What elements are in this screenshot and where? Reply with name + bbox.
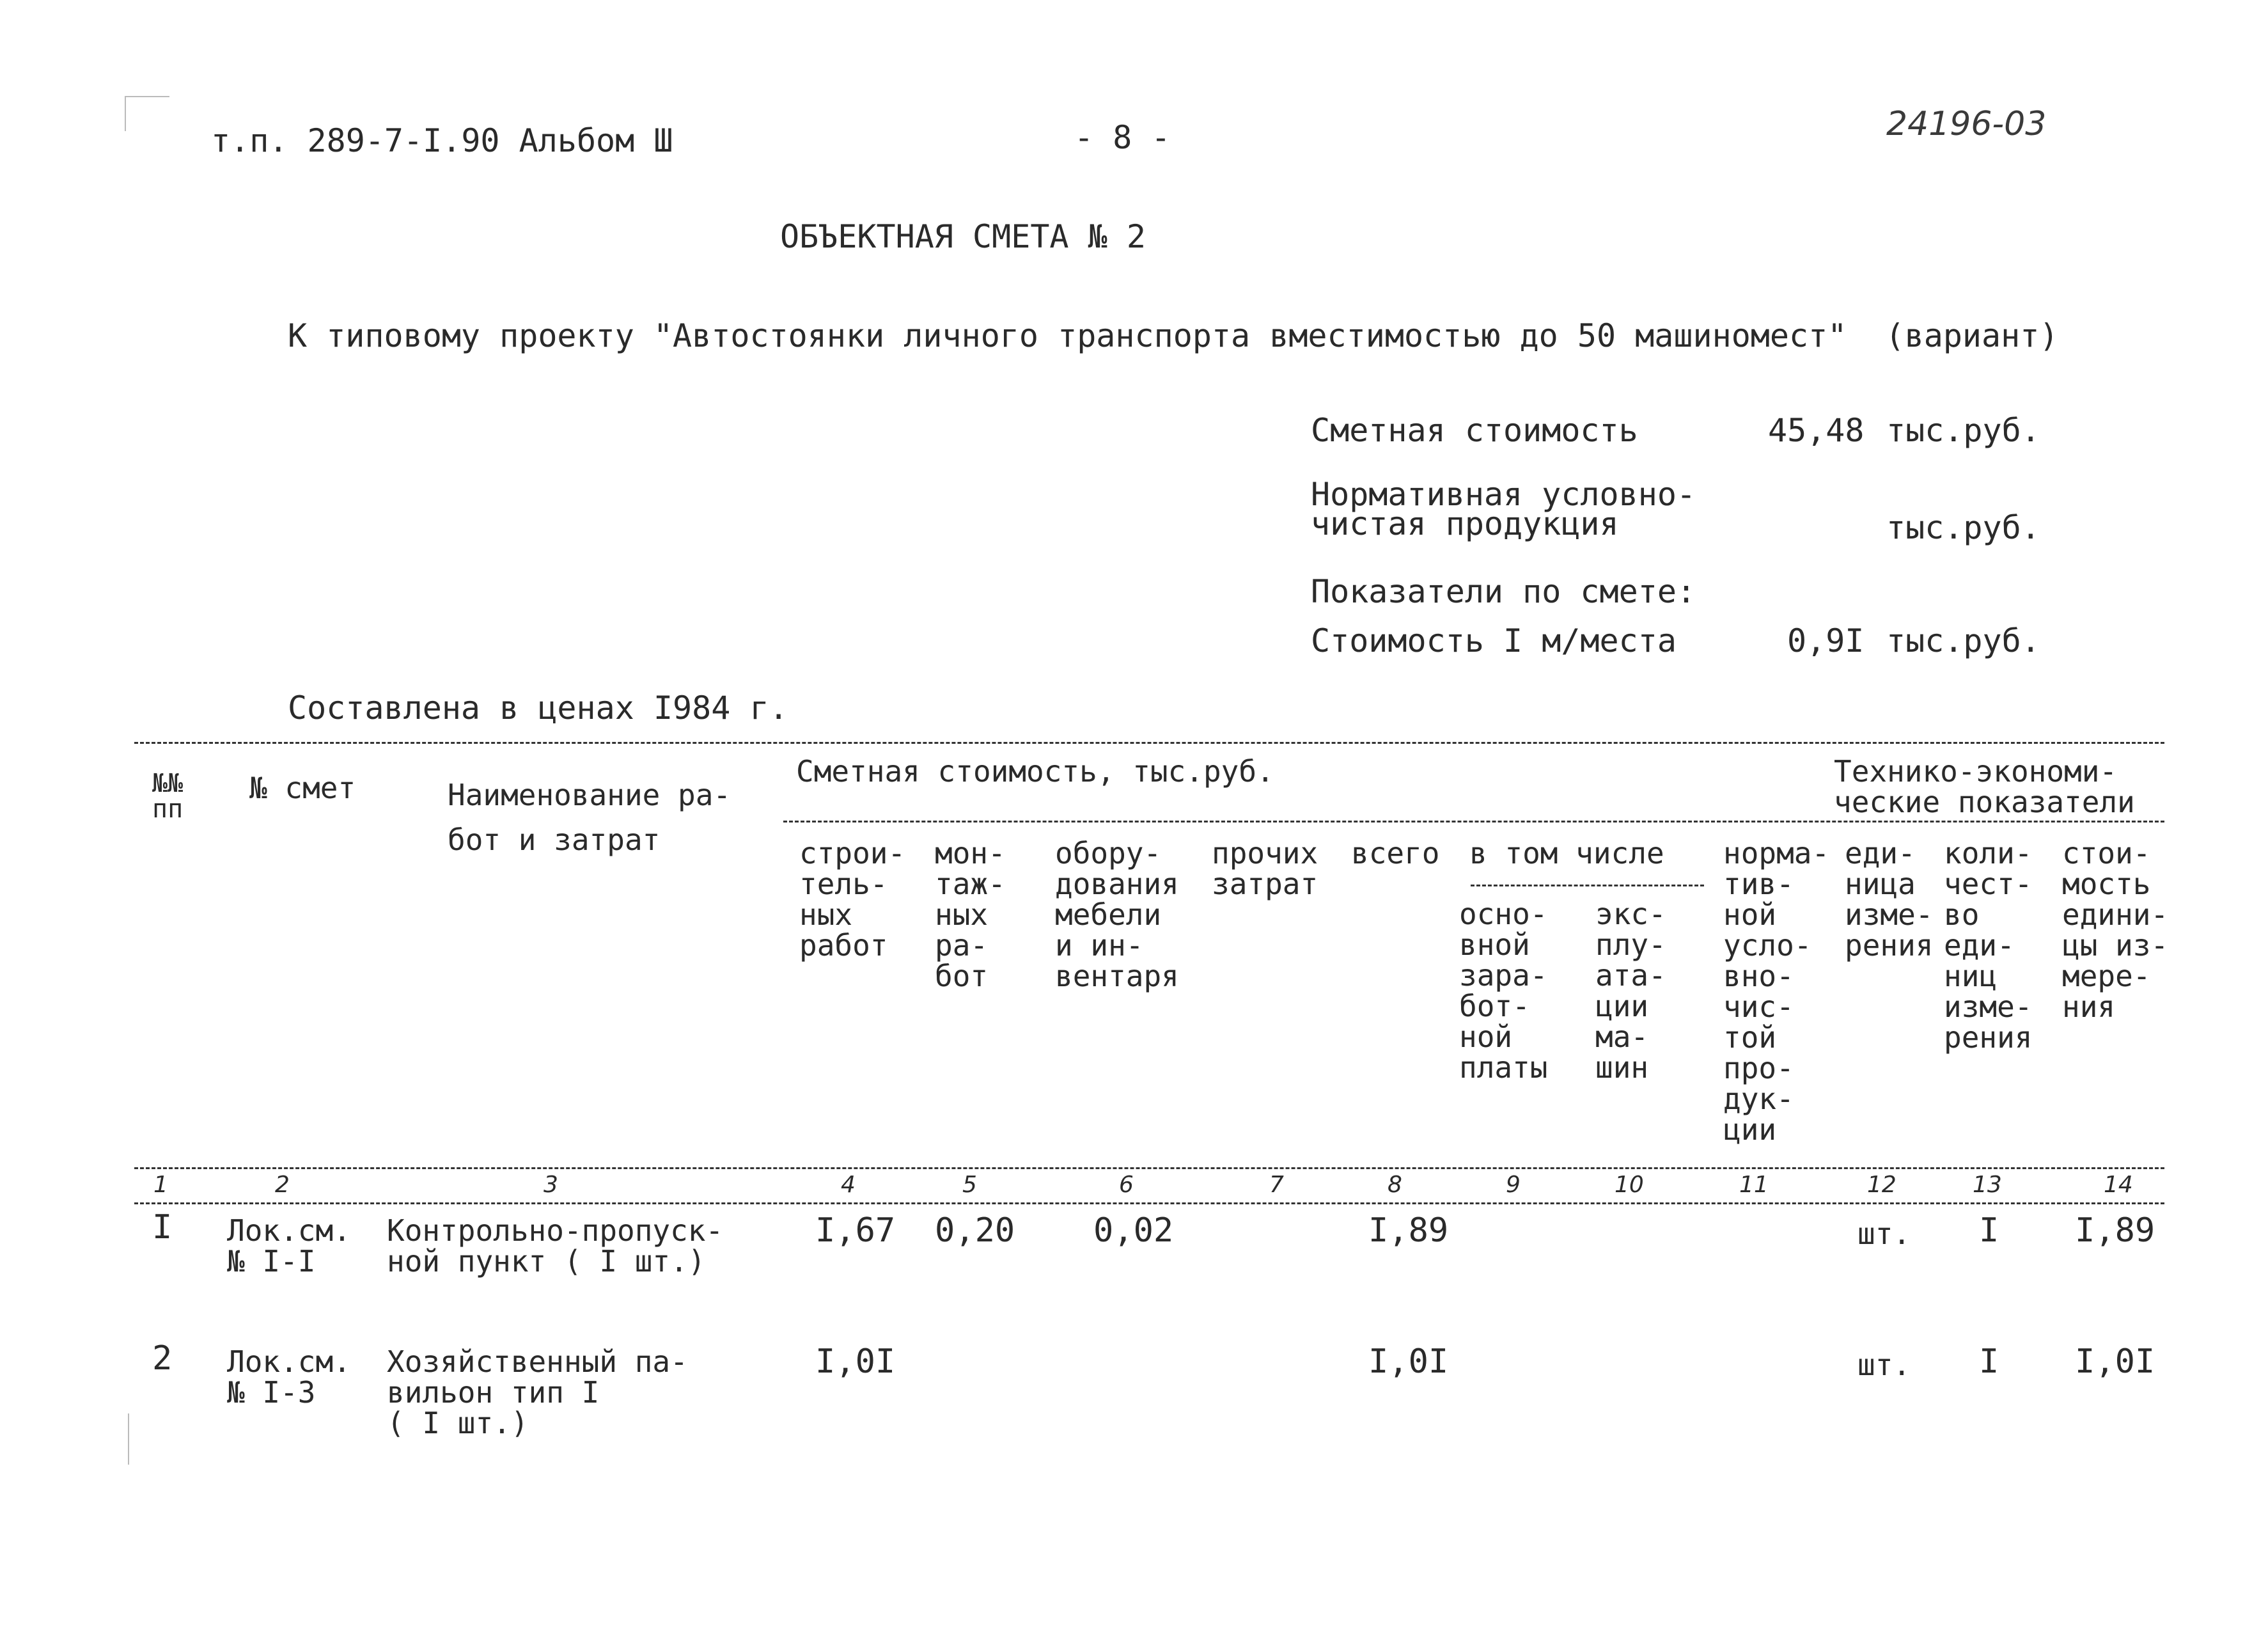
header-total: всего	[1351, 836, 1440, 870]
column-number: 14	[2104, 1172, 2133, 1198]
header-smeta-no: № смет	[249, 771, 356, 805]
row-2-quantity: I	[1979, 1342, 1999, 1381]
row-1-equipment: 0,02	[1093, 1211, 1174, 1250]
document-title: ОБЪЕКТНАЯ СМЕТА № 2	[780, 218, 1146, 255]
column-number: 8	[1388, 1172, 1402, 1198]
header-other: прочих затрат	[1212, 836, 1318, 901]
row-2-smeta: Лок.см. № I-3	[227, 1344, 351, 1410]
row-2-total: I,0I	[1368, 1342, 1449, 1381]
header-normative: норма- тив- ной усло- вно- чис- той про- дук- ции	[1723, 836, 1830, 1147]
row-2-construction: I,0I	[815, 1342, 896, 1381]
column-number: 3	[544, 1172, 558, 1198]
header-bottom-rule	[134, 1167, 2164, 1169]
header-cost-group: Сметная стоимость, тыс.руб.	[796, 754, 1274, 789]
normative-label: Нормативная условно- чистая продукция	[1311, 476, 1696, 542]
row-1-unit: шт.	[1857, 1216, 1911, 1251]
header-wages: осно- вной зара- бот- ной платы	[1459, 897, 1548, 1085]
column-number: 4	[841, 1172, 856, 1198]
column-number: 13	[1973, 1172, 2002, 1198]
column-number: 1	[153, 1172, 168, 1198]
row-2-pp: 2	[152, 1339, 173, 1378]
row-1-name: Контрольно-пропуск- ной пункт ( I шт.)	[387, 1213, 724, 1279]
row-1-pp: I	[152, 1208, 173, 1247]
corner-mark-top	[125, 96, 126, 131]
column-number: 7	[1269, 1172, 1284, 1198]
row-1-total: I,89	[1368, 1211, 1449, 1250]
row-2-name: Хозяйственный па- вильон тип I ( I шт.)	[387, 1344, 688, 1440]
column-number: 11	[1739, 1172, 1769, 1198]
cost-group-rule	[783, 821, 2164, 822]
per-place-value: 0,9I	[1787, 622, 1865, 659]
project-reference: т.п. 289-7-I.90 Альбом Ш	[211, 122, 673, 159]
row-1-construction: I,67	[815, 1211, 896, 1250]
header-equipment: обору- дования мебели и ин- вентаря	[1055, 836, 1179, 993]
column-number: 2	[275, 1172, 290, 1198]
header-unit-cost: стои- мость едини- цы из- мере- ния	[2062, 836, 2169, 1024]
corner-mark-top-h	[125, 96, 169, 97]
per-place-unit: тыс.руб.	[1886, 622, 2040, 659]
estimated-cost-unit: тыс.руб.	[1886, 412, 2040, 449]
header-installation: мон- таж- ных ра- бот	[935, 836, 1006, 993]
header-tech-group: Технико-экономи- ческие показатели	[1834, 754, 2135, 819]
header-machines: экс- плу- ата- ции ма- шин	[1595, 897, 1666, 1085]
prices-note: Составлена в ценах I984 г.	[288, 689, 788, 727]
row-1-smeta: Лок.см. № I-I	[227, 1213, 351, 1279]
corner-mark-bottom	[128, 1413, 129, 1465]
per-place-label: Стоимость I м/места	[1311, 622, 1677, 659]
header-name: Наименование ра- бот и затрат	[448, 778, 731, 857]
header-unit: еди- ница изме- рения	[1845, 836, 1934, 963]
row-1-quantity: I	[1979, 1211, 1999, 1250]
row-1-unit-cost: I,89	[2075, 1211, 2155, 1250]
header-construction: строи- тель- ных работ	[799, 836, 906, 963]
column-number: 5	[962, 1172, 977, 1198]
header-including: в том числе	[1469, 836, 1664, 870]
column-numbers-rule	[134, 1202, 2164, 1204]
header-quantity: коли- чест- во еди- ниц изме- рения	[1944, 836, 2033, 1055]
estimated-cost-value: 45,48	[1768, 412, 1865, 449]
archive-stamp: 24196-03	[1886, 105, 2047, 143]
document-subtitle: К типовому проекту "Автостоянки личного транспорта вместимостью до 50 машиномест" (вариант)	[288, 317, 2059, 354]
indicators-label: Показатели по смете:	[1311, 573, 1696, 610]
row-2-unit-cost: I,0I	[2075, 1342, 2155, 1381]
column-number: 9	[1506, 1172, 1521, 1198]
column-number: 12	[1867, 1172, 1897, 1198]
column-number: 10	[1615, 1172, 1644, 1198]
column-number: 6	[1119, 1172, 1134, 1198]
including-rule	[1471, 885, 1704, 886]
page-number: - 8 -	[1074, 119, 1171, 156]
table-top-rule	[134, 742, 2164, 744]
row-1-installation: 0,20	[935, 1211, 1015, 1250]
header-pp: №№ пп	[152, 769, 184, 824]
normative-unit: тыс.руб.	[1886, 509, 2040, 546]
estimated-cost-label: Сметная стоимость	[1311, 412, 1638, 449]
row-2-unit: шт.	[1857, 1348, 1911, 1382]
